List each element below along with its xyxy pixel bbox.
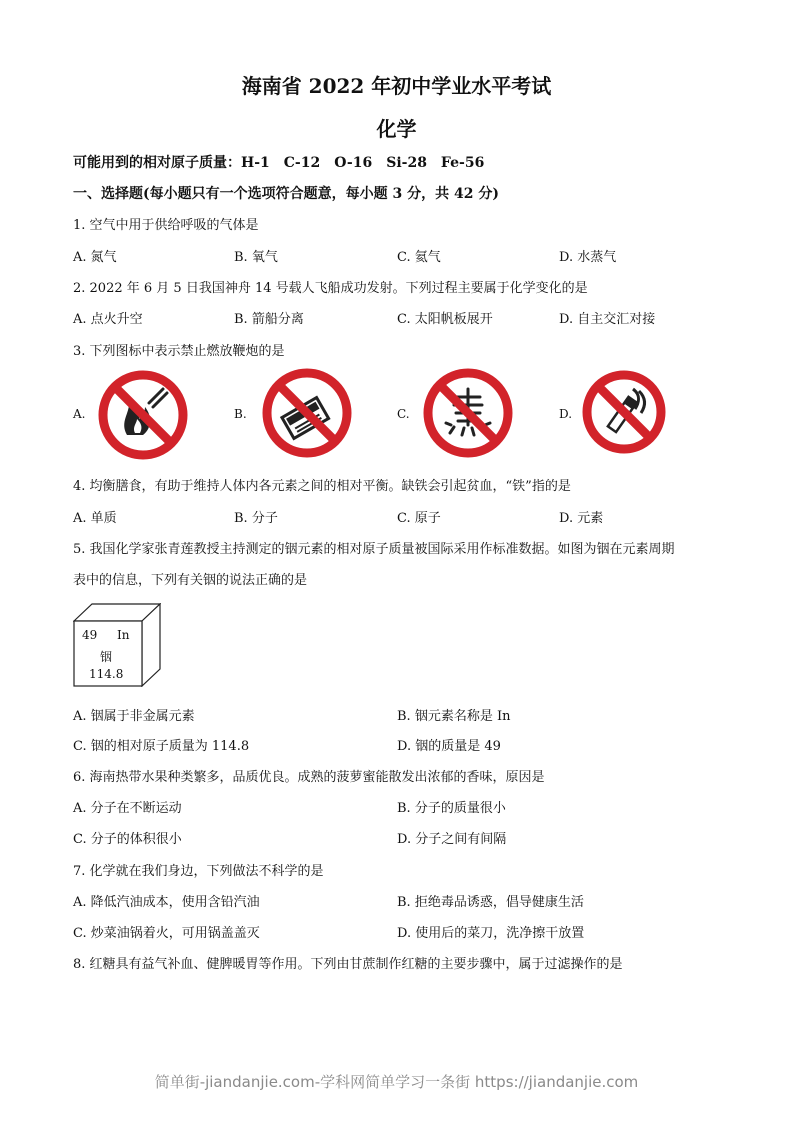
q1-option-c: C. 氦气 — [397, 250, 441, 265]
no-smoking-sign-icon — [581, 369, 667, 455]
q3-option-a: A. — [73, 407, 86, 421]
element-cell-indium — [73, 603, 161, 687]
element-name: 铟 — [100, 650, 113, 664]
exam-title: 海南省 2022 年初中学业水平考试 — [241, 74, 552, 98]
no-open-flame-sign-icon — [97, 369, 189, 461]
q5-option-d: D. 铟的质量是 49 — [397, 739, 501, 754]
no-matches-sign-icon — [261, 367, 353, 459]
question-8: 8. 红糖具有益气补血、健脾暖胃等作用。下列由甘蔗制作红糖的主要步骤中，属于过滤操作的是 — [73, 957, 623, 972]
question-3: 3. 下列图标中表示禁止燃放鞭炮的是 — [73, 344, 285, 359]
q4-option-c: C. 原子 — [397, 511, 441, 526]
q4-option-d: D. 元素 — [559, 511, 604, 526]
section-heading: 一、选择题(每小题只有一个选项符合题意，每小题 3 分，共 42 分) — [73, 186, 499, 202]
atomic-masses: 可能用到的相对原子质量：H-1 C-12 O-16 Si-28 Fe-56 — [73, 155, 485, 171]
q1-option-b: B. 氧气 — [234, 250, 278, 265]
q6-option-c: C. 分子的体积很小 — [73, 832, 182, 847]
q4-option-a: A. 单质 — [73, 511, 117, 526]
q3-option-c: C. — [397, 407, 410, 421]
q7-option-a: A. 降低汽油成本，使用含铅汽油 — [73, 895, 260, 910]
subject-title: 化学 — [376, 117, 417, 141]
q1-option-a: A. 氮气 — [73, 250, 117, 265]
question-1: 1. 空气中用于供给呼吸的气体是 — [73, 218, 259, 233]
footer-watermark: 简单街-jiandanjie.com-学科网简单学习一条街 https://jiandanjie.com — [154, 1073, 639, 1091]
element-number: 49 — [82, 628, 98, 642]
q2-option-c: C. 太阳帆板展开 — [397, 312, 493, 327]
question-6: 6. 海南热带水果种类繁多，品质优良。成熟的菠萝蜜能散发出浓郁的香味，原因是 — [73, 770, 545, 785]
q2-option-b: B. 箭船分离 — [234, 312, 304, 327]
q5-option-a: A. 铟属于非金属元素 — [73, 709, 195, 724]
element-symbol: In — [117, 628, 130, 642]
q7-option-c: C. 炒菜油锅着火，可用锅盖盖灭 — [73, 926, 260, 941]
q5-option-c: C. 铟的相对原子质量为 114.8 — [73, 739, 250, 754]
q7-option-b: B. 拒绝毒品诱惑，倡导健康生活 — [397, 895, 584, 910]
question-5-line-2: 表中的信息，下列有关铟的说法正确的是 — [73, 573, 308, 588]
question-5-line-1: 5. 我国化学家张青莲教授主持测定的铟元素的相对原子质量被国际采用作标准数据。如图为铟在元素周期 — [73, 542, 675, 557]
element-mass: 114.8 — [89, 667, 124, 681]
q3-option-d: D. — [559, 407, 573, 421]
q6-option-b: B. 分子的质量很小 — [397, 801, 506, 816]
question-2: 2. 2022 年 6 月 5 日我国神舟 14 号载人飞船成功发射。下列过程主要属于化学变化的是 — [73, 281, 588, 296]
question-7: 7. 化学就在我们身边，下列做法不科学的是 — [73, 864, 324, 879]
q3-option-b: B. — [234, 407, 247, 421]
q5-option-b: B. 铟元素名称是 In — [397, 709, 511, 724]
q2-option-a: A. 点火升空 — [73, 312, 143, 327]
q6-option-a: A. 分子在不断运动 — [73, 801, 182, 816]
q7-option-d: D. 使用后的菜刀，洗净擦干放置 — [397, 926, 585, 941]
q2-option-d: D. 自主交汇对接 — [559, 312, 656, 327]
q6-option-d: D. 分子之间有间隔 — [397, 832, 507, 847]
q4-option-b: B. 分子 — [234, 511, 278, 526]
no-fireworks-sign-icon — [422, 367, 514, 459]
question-4: 4. 均衡膳食，有助于维持人体内各元素之间的相对平衡。缺铁会引起贫血，“铁”指的是 — [73, 479, 571, 494]
q1-option-d: D. 水蒸气 — [559, 250, 617, 265]
